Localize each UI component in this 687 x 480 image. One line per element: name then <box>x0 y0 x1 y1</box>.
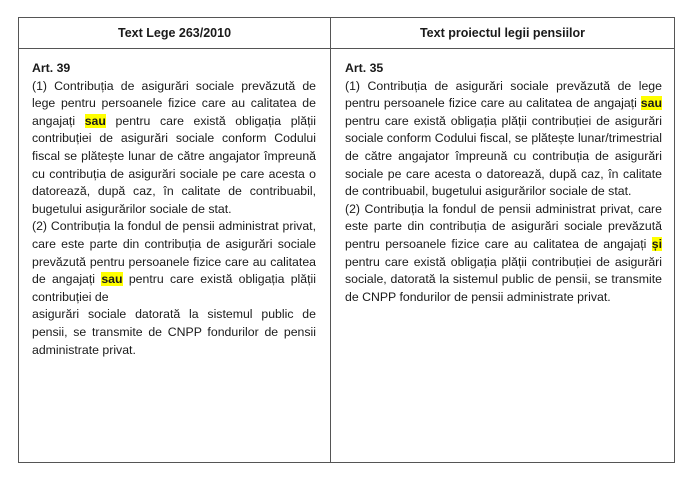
paragraph-2 <box>32 218 316 306</box>
comparison-table <box>18 17 675 463</box>
header-pension-bill: Text proiectul legii pensiilor <box>331 18 674 49</box>
paragraph-1-text-before: (1) Contribuția de asigurări sociale prevăzută de lege pentru persoanele fizice care au calitatea de angajați <box>345 78 662 111</box>
cell-law-263-2010-text <box>19 49 331 462</box>
paragraph-2-text-after: pentru care există obligația plății contribuției de <box>32 272 317 304</box>
paragraph-2 <box>345 201 662 307</box>
paragraph-2-text-before: (2) Contribuția la fondul de pensii administrat privat, care este parte din contribuția de asigurări sociale prevăzută pentru persoanele fizice care au calitatea de angajați <box>32 219 316 287</box>
paragraph-1-text-before: (1) Contribuția de asigurări sociale prevăzută de lege pentru persoanele fizice care au calitatea de angajați <box>32 78 316 128</box>
paragraph-1 <box>32 78 316 219</box>
highlighted-word: sau <box>640 96 662 111</box>
paragraph-1 <box>345 78 662 201</box>
cell-pension-bill-text <box>331 49 674 462</box>
highlighted-word: sau <box>101 272 123 287</box>
paragraph-2-text-after: pentru care există obligația plății contribuției de asigurări sociale, datorată la sistemul public de pensii, se transmite de CNPP fondurilor de pensii administrate privat. <box>345 254 662 304</box>
paragraph-2-text-before: (2) Contribuția la fondul de pensii administrat privat, care este parte din contribuția de asigurări sociale prevăzută pentru persoanele fizice care au calitatea de angajați <box>345 201 662 251</box>
highlighted-word: sau <box>84 113 106 128</box>
article-title-35: Art. 35 <box>345 61 384 75</box>
paragraph-1-text-after: pentru care există obligația plății contribuției de asigurări sociale conform Codului fiscal, se plătește lunar/trimestrial de către angajator împreună cu contribuția de asigurări sociale pe care acesta o datorează, după caz, în calitate de contribuabil, bugetului asigurărilor sociale de stat. <box>345 113 662 199</box>
paragraph-2-continuation: asigurări sociale datorată la sistemul public de pensii, se transmite de CNPP fondurilor de pensii administrate privat. <box>32 307 316 357</box>
header-law-263-2010: Text Lege 263/2010 <box>19 18 331 49</box>
paragraph-1-text-after: pentru care există obligația plății contribuției de asigurări sociale conform Codului fiscal se plătește lunar de către angajator împreună cu contribuția de asigurări sociale pe care acesta o datorează, după caz, în calitate de contribuabil, bugetului asigurărilor sociale de stat. <box>32 113 317 216</box>
article-title-39: Art. 39 <box>32 61 71 75</box>
highlighted-word: și <box>651 236 662 251</box>
